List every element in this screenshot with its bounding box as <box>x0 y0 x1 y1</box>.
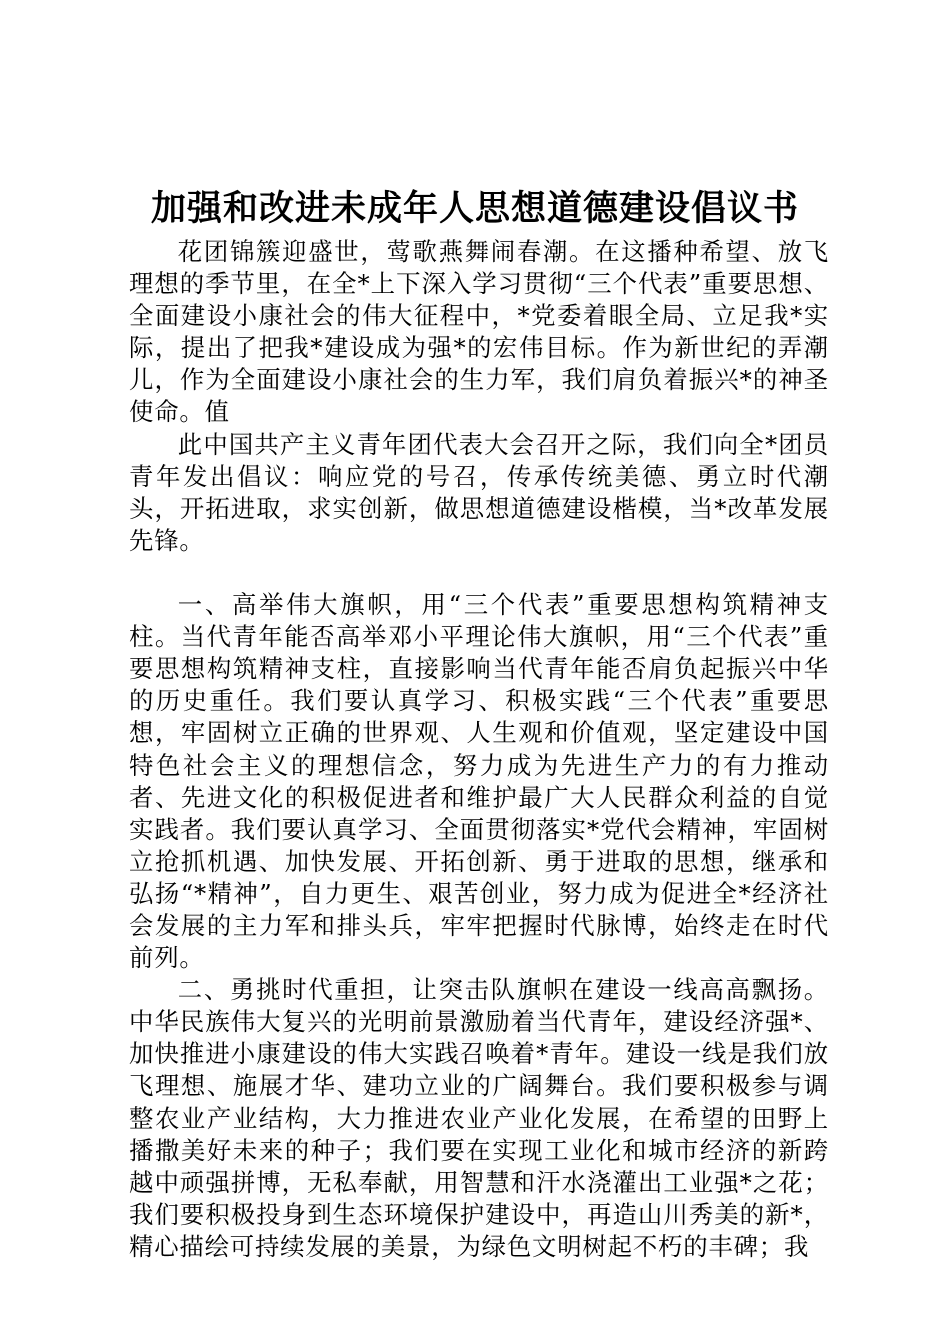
document-body <box>129 236 829 1263</box>
document-title: 加强和改进未成年人思想道德建设倡议书 <box>150 188 799 229</box>
paragraph-spacer <box>129 557 829 589</box>
paragraph-intro: 花团锦簇迎盛世，莺歌燕舞闹春潮。在这播种希望、放飞理想的季节里，在全*上下深入学习贯彻“三个代表”重要思想、全面建设小康社会的伟大征程中，*党委着眼全局、立足我*实际，提出了把我*建设成为强*的宏伟目标。作为新世纪的弄潮儿，作为全面建设小康社会的生力军，我们肩负着振兴*的神圣使命。值 <box>129 237 829 427</box>
paragraph-section-two: 二、勇挑时代重担，让突击队旗帜在建设一线高高飘扬。中华民族伟大复兴的光明前景激励着当代青年，建设经济强*、加快推进小康建设的伟大实践召唤着*青年。建设一线是我们放飞理想、施展才华、建功立业的广阔舞台。我们要积极参与调整农业产业结构，大力推进农业产业化发展，在希望的田野上播撒美好未来的种子；我们要在实现工业化和城市经济的新跨越中顽强拼博，无私奉献，用智慧和汗水浇灌出工业强*之花；我们要积极投身到生态环境保护建设中，再造山川秀美的新*，精心描绘可持续发展的美景，为绿色文明树起不朽的丰碑；我 <box>129 975 829 1261</box>
paragraph-proposal: 此中国共产主义青年团代表大会召开之际，我们向全*团员青年发出倡议：响应党的号召，传承传统美德、勇立时代潮头，开拓进取，求实创新，做思想道德建设楷模，当*改革发展先锋。 <box>129 429 829 555</box>
paragraph-section-one: 一、高举伟大旗帜，用“三个代表”重要思想构筑精神支柱。当代青年能否高举邓小平理论伟大旗帜，用“三个代表”重要思想构筑精神支柱，直接影响当代青年能否肩负起振兴中华的历史重任。我们要认真学习、积极实践“三个代表”重要思想，牢固树立正确的世界观、人生观和价值观，坚定建设中国特色社会主义的理想信念，努力成为先进生产力的有力推动者、先进文化的积极促进者和维护最广大人民群众利益的自觉实践者。我们要认真学习、全面贯彻落实*党代会精神，牢固树立抢抓机遇、加快发展、开拓创新、勇于进取的思想，继承和弘扬“*精神”，自力更生、艰苦创业，努力成为促进全*经济社会发展的主力军和排头兵，牢牢把握时代脉博，始终走在时代前列。 <box>129 590 829 973</box>
